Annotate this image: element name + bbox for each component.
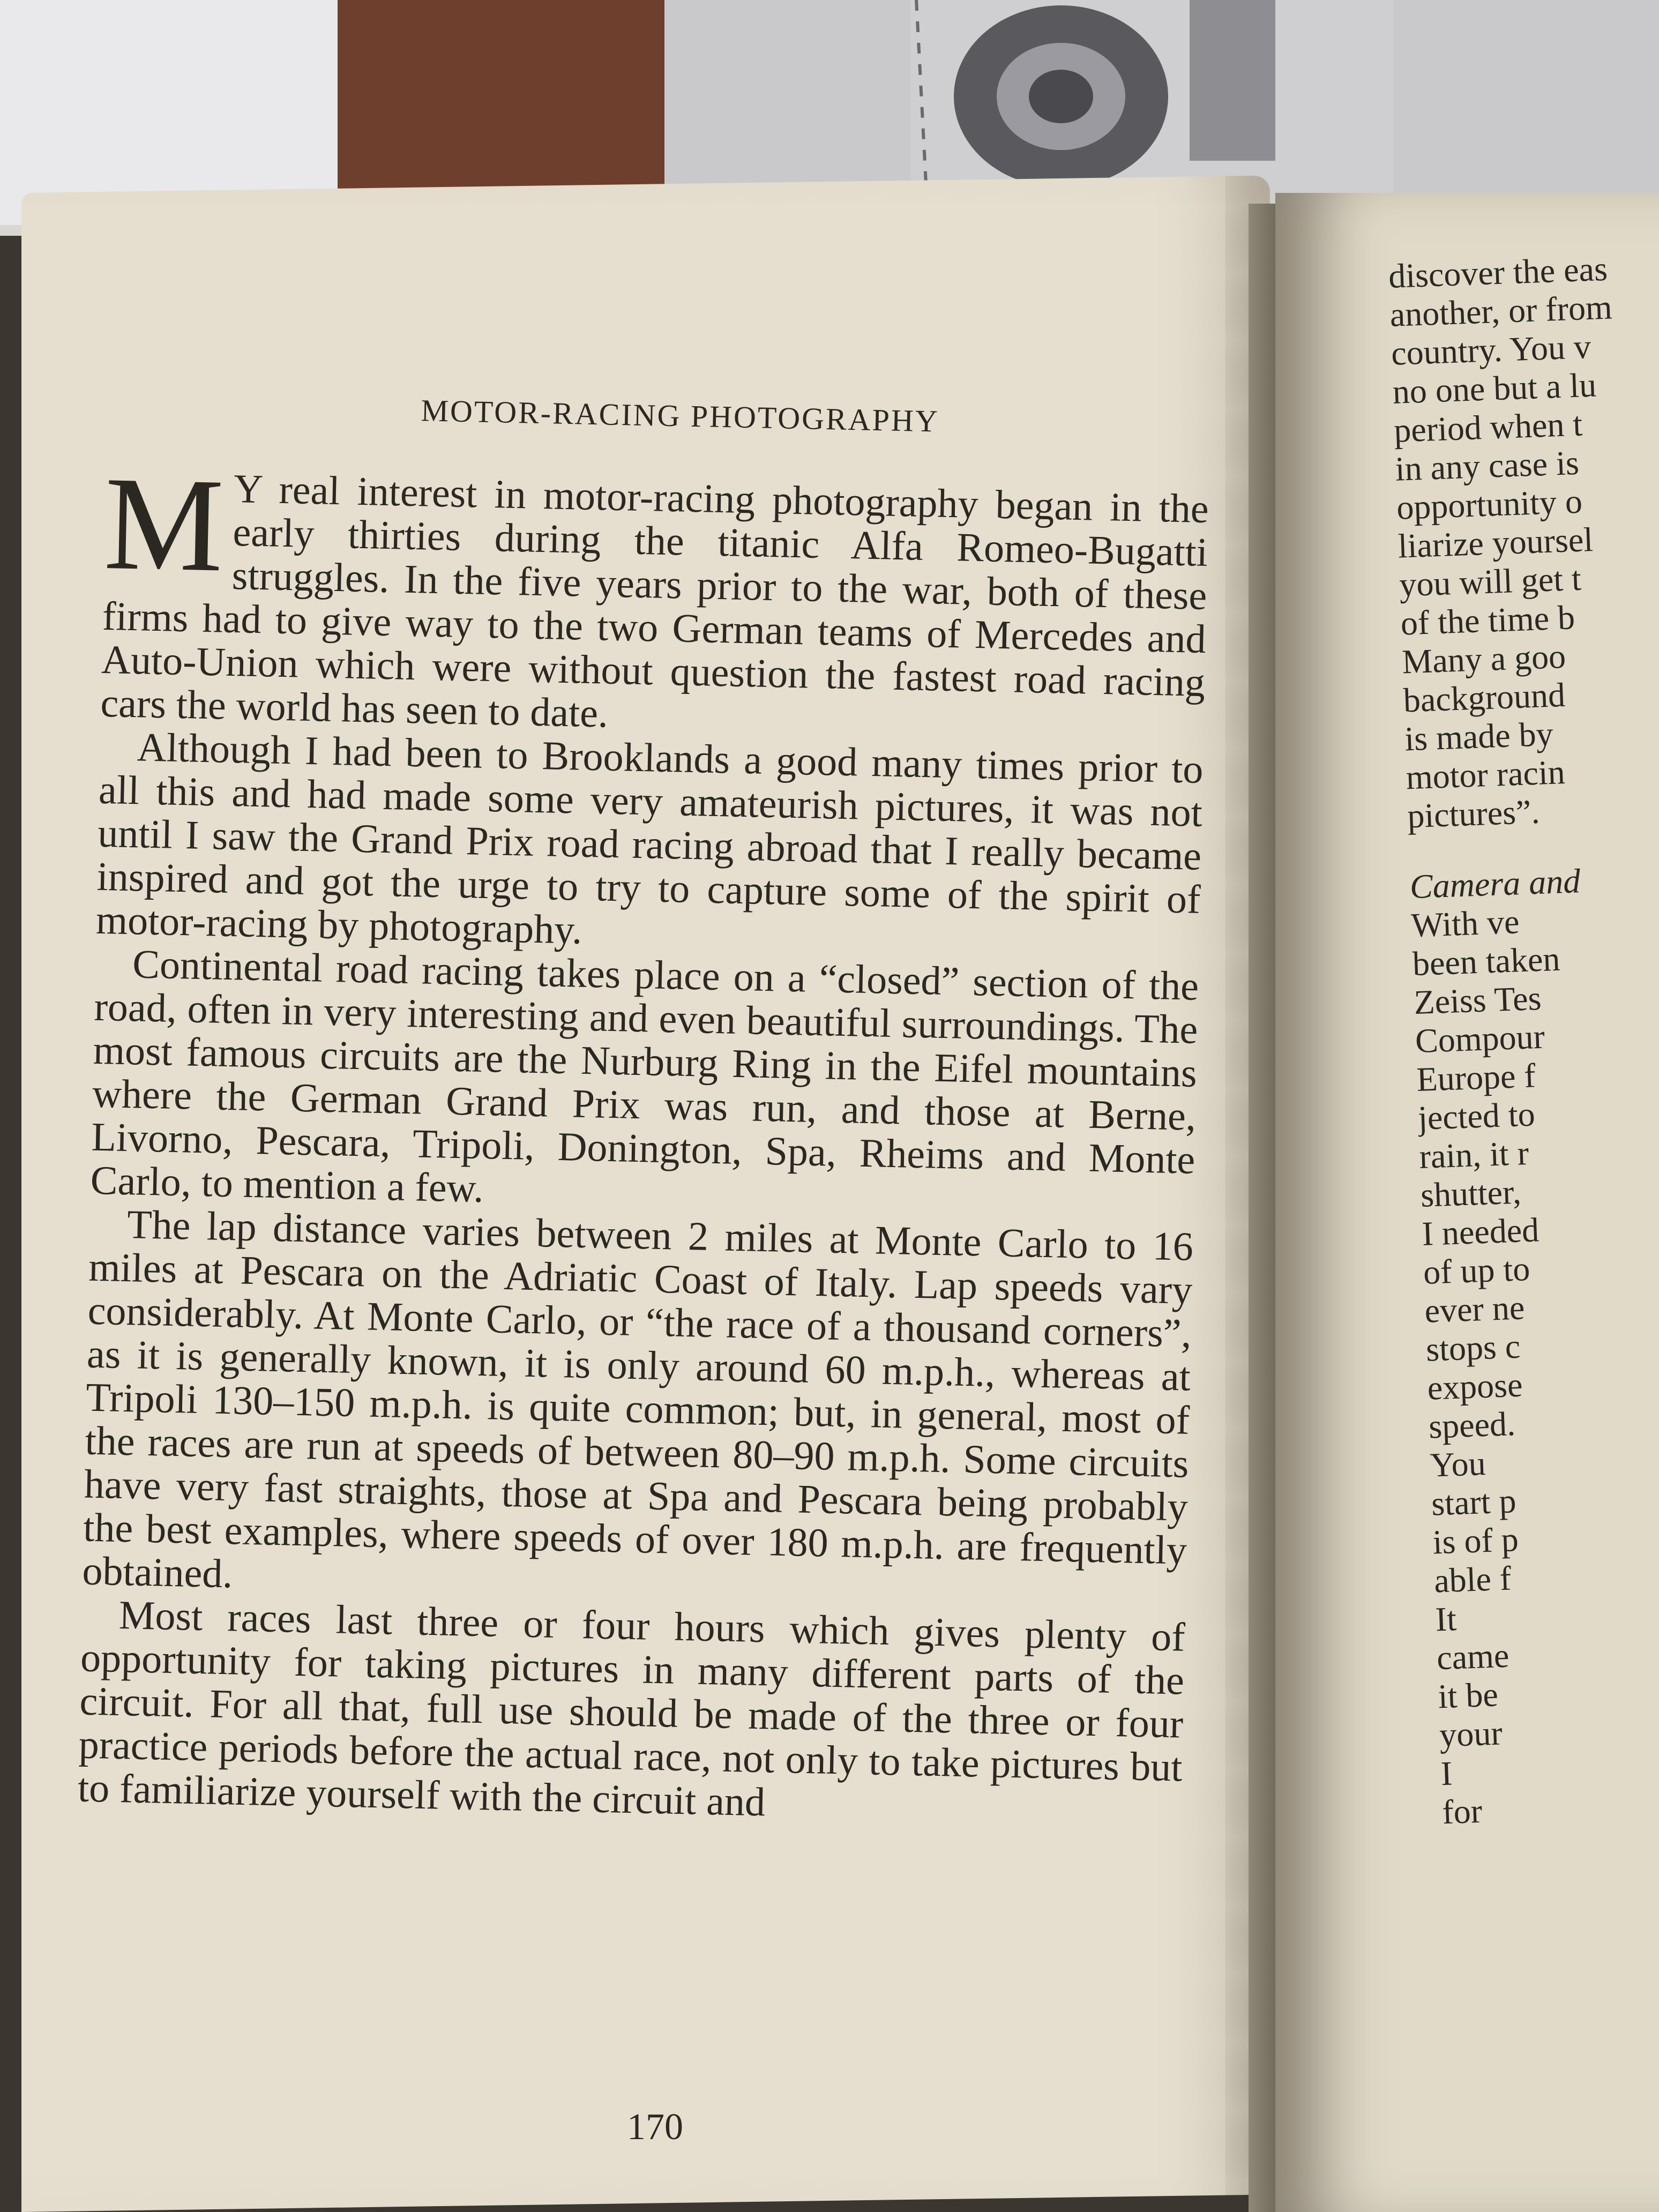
right-line: I needed bbox=[1421, 1210, 1540, 1253]
right-line: been taken bbox=[1411, 939, 1561, 983]
background-car-illustration bbox=[911, 0, 1393, 204]
paragraph-3: Continental road racing takes place on a “closed” section of the road, often in very interesting and even beautiful surroundings. The most famous circuits are the Nurburg Ring in the Eifel mountains where the German Grand Prix was run, and those at Berne, Livorno, Pescara, Tripoli, Donington, Spa, Rheims and Monte Carlo, to mention a few. bbox=[90, 941, 1199, 1212]
right-line: ever ne bbox=[1424, 1288, 1526, 1330]
right-line: expose bbox=[1426, 1365, 1523, 1407]
right-line: stops c bbox=[1425, 1327, 1521, 1369]
right-line: is made by bbox=[1404, 714, 1554, 758]
chapter-heading: MOTOR-RACING PHOTOGRAPHY bbox=[420, 393, 940, 439]
right-line: of the time b bbox=[1400, 598, 1576, 642]
right-line: background bbox=[1402, 675, 1566, 720]
right-line: of up to bbox=[1422, 1249, 1531, 1291]
right-line: period when t bbox=[1393, 405, 1583, 450]
right-line: shutter, bbox=[1419, 1172, 1522, 1214]
left-page-text bbox=[77, 386, 1210, 1833]
right-line: I bbox=[1440, 1754, 1453, 1793]
right-line: rain, it r bbox=[1418, 1133, 1530, 1176]
right-line: start p bbox=[1430, 1482, 1517, 1523]
right-line: speed. bbox=[1428, 1404, 1516, 1446]
background-wooden-object bbox=[338, 0, 670, 214]
paragraph-5: Most races last three or four hours which gives plenty of opportunity for taking pictures in many different parts of the circuit. For all that, full use should be made of the three or four practice periods before the actual race, not only to take pictures but to familiarize yourself with the circuit and bbox=[77, 1592, 1186, 1825]
right-line: it be bbox=[1437, 1675, 1499, 1716]
right-section-heading: Camera and bbox=[1409, 862, 1581, 906]
right-line: liarize yoursel bbox=[1397, 520, 1594, 565]
right-line: Many a goo bbox=[1401, 637, 1567, 681]
right-line: you will get t bbox=[1399, 559, 1582, 604]
right-line: came bbox=[1436, 1636, 1510, 1677]
right-line: able f bbox=[1433, 1559, 1512, 1600]
right-line: motor racin bbox=[1405, 753, 1566, 797]
paragraph-1-text: Y real interest in motor-racing photography began in the early thirties during the titanic Alfa Romeo-Bugatti struggles. In the five years prior to the war, both of these firms had to give way to the two German teams of Mercedes and Auto-Union which were without question the fastest road racing cars the world has seen to date. bbox=[100, 466, 1209, 736]
right-line: Zeiss Tes bbox=[1413, 978, 1542, 1022]
right-line: in any case is bbox=[1394, 443, 1580, 488]
right-line: is of p bbox=[1432, 1520, 1519, 1561]
drop-cap: M bbox=[102, 449, 225, 600]
right-line: discover the eas bbox=[1388, 249, 1608, 295]
right-line: pictures”. bbox=[1407, 792, 1541, 835]
right-line: With ve bbox=[1410, 902, 1520, 945]
right-line: country. You v bbox=[1391, 327, 1592, 372]
paragraph-4: The lap distance varies between 2 miles at Monte Carlo to 16 miles at Pescara on the Adriatic Coast of Italy. Lap speeds vary considerably. At Monte Carlo, or “the race of a thousand corners”, as it is generally known, it is only around 60 m.p.h., whereas at Tripoli 130–150 m.p.h. is quite common; but, in general, most of the races are run at speeds of between 80–90 m.p.h. Some circuits have very fast straights, those at Spa and Pescara being probably the best examples, where speeds of over 180 m.p.h. are frequently obtained. bbox=[81, 1202, 1194, 1597]
right-line: You bbox=[1429, 1444, 1486, 1484]
right-line: your bbox=[1439, 1714, 1503, 1754]
right-line: another, or from bbox=[1389, 288, 1613, 334]
right-line: Compour bbox=[1414, 1017, 1545, 1060]
right-line: for bbox=[1441, 1791, 1483, 1832]
paragraph-2: Although I had been to Brooklands a good many times prior to all this and had made some very amateurish pictures, it was not until I saw the Grand Prix road racing abroad that I really became inspired and got the urge to try to capture some of the spirit of motor-racing by photography. bbox=[95, 724, 1204, 953]
right-line: jected to bbox=[1417, 1095, 1536, 1137]
right-line: no one but a lu bbox=[1392, 365, 1597, 411]
right-line: It bbox=[1434, 1600, 1458, 1639]
page-number: 170 bbox=[627, 2106, 683, 2148]
right-line: Europe f bbox=[1416, 1056, 1536, 1099]
right-line: opportunity o bbox=[1396, 482, 1583, 527]
paragraph-1 bbox=[100, 449, 1209, 748]
